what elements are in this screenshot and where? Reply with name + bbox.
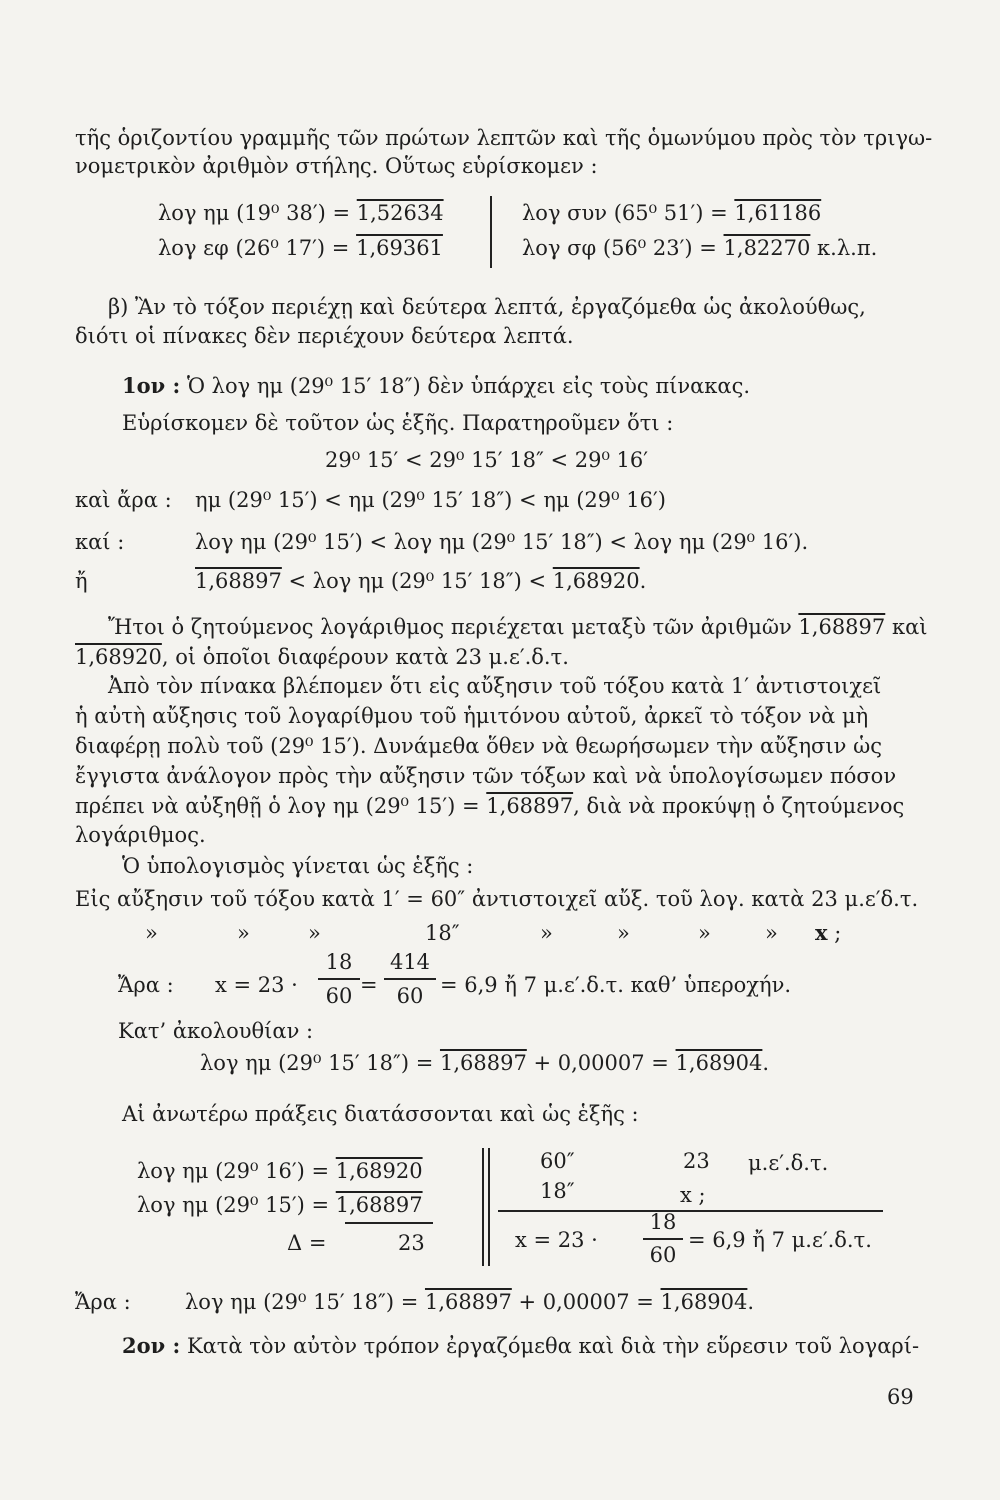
para2-line-1: Ἀπὸ τὸν πίνακα βλέπομεν ὅτι εἰς αὔξησιν τοῦ τόξου κατὰ 1′ ἀντιστοιχεῖ — [108, 674, 882, 698]
arr-units: μ.ε′.δ.τ. — [748, 1151, 829, 1175]
calc-intro: Ὁ ὑπολογισμὸς γίνεται ὡς ἑξῆς : — [122, 854, 474, 878]
para2-line-6: λογάριθμος. — [75, 823, 206, 847]
delta-value: 23 — [398, 1231, 425, 1255]
ditto-5: » — [617, 921, 630, 945]
ara-x-eq: x = 23 · — [215, 973, 298, 997]
kai-expr: λογ ημ (29⁰ 15′) < λογ ημ (29⁰ 15′ 18″) < λογ ημ (29⁰ 16′). — [195, 530, 809, 554]
arrangement-divider-b — [488, 1148, 490, 1266]
ditto-1: » — [145, 921, 158, 945]
para2-line-4: ἔγγιστα ἀνάλογον πρὸς τὴν αὔξησιν τῶν τόξων καὶ νὰ ὑπολογίσωμεν πόσον — [75, 764, 897, 788]
intro-line-1: τῆς ὁριζοντίου γραμμῆς τῶν πρώτων λεπτῶν καὶ τῆς ὁμωνύμου πρὸς τὸν τριγω- — [75, 126, 933, 150]
arr-x-eq: x = 23 · — [515, 1228, 598, 1252]
case2-heading: 2ον : Κατὰ τὸν αὐτὸν τρόπον ἐργαζόμεθα καὶ διὰ τὴν εὕρεσιν τοῦ λογαρί- — [122, 1333, 920, 1358]
arrangement-rule — [498, 1210, 883, 1212]
fraction-1-numerator: 18 — [325, 950, 353, 974]
case1-inequality: 29⁰ 15′ < 29⁰ 15′ 18″ < 29⁰ 16′ — [325, 448, 649, 472]
arr-18-seconds: 18″ — [540, 1179, 575, 1203]
para1-line-1: Ἤτοι ὁ ζητούμενος λογάριθμος περιέχεται μεταξὺ τῶν ἀριθμῶν 1,68897 καὶ — [108, 615, 928, 639]
case1-heading: 1ον : Ὁ λογ ημ (29⁰ 15′ 18″) δὲν ὑπάρχει εἰς τοὺς πίνακας. — [122, 373, 751, 398]
kai-ara-label: καὶ ἄρα : — [75, 488, 172, 512]
arr-23: 23 — [683, 1149, 710, 1173]
calc-final: λογ ημ (29⁰ 15′ 18″) = 1,68897 + 0,00007 = 1,68904. — [200, 1051, 770, 1075]
case1-line-2: Εὑρίσκομεν δὲ τοῦτον ὡς ἑξῆς. Παρατηροῦμεν ὅτι : — [122, 411, 674, 435]
page-number: 69 — [887, 1385, 914, 1409]
arrangement-intro: Αἱ ἀνωτέρω πράξεις διατάσσονται καὶ ὡς ἑξῆς : — [122, 1102, 639, 1126]
equals-sign: = — [360, 973, 378, 997]
para2-line-2: ἡ αὐτὴ αὔξησις τοῦ λογαρίθμου τοῦ ἡμιτόνου αὐτοῦ, ἀρκεῖ τὸ τόξον νὰ μὴ — [75, 704, 869, 728]
ditto-2: » — [237, 921, 250, 945]
subtraction-line — [345, 1222, 433, 1224]
arr-row-1: λογ ημ (29⁰ 16′) = 1,68920 — [137, 1159, 423, 1183]
fraction-1-bar — [318, 978, 360, 980]
para1-line-2: 1,68920, οἱ ὁποῖοι διαφέρουν κατὰ 23 μ.ε′.δ.τ. — [75, 645, 569, 669]
beta-line-2: διότι οἱ πίνακες δὲν περιέχουν δεύτερα λεπτά. — [75, 324, 574, 348]
seconds-18: 18″ — [425, 921, 460, 945]
arr-row-2: λογ ημ (29⁰ 15′) = 1,68897 — [137, 1193, 423, 1217]
delta-label: Δ = — [287, 1231, 327, 1255]
kat-akolouthian-label: Κατ’ ἀκολουθίαν : — [118, 1019, 314, 1043]
kai-ara-expr: ημ (29⁰ 15′) < ημ (29⁰ 15′ 18″) < ημ (29⁰ 16′) — [195, 488, 666, 512]
fraction-1-denominator: 60 — [325, 984, 353, 1008]
arr-fraction-denominator: 60 — [649, 1243, 677, 1267]
ditto-4: » — [540, 921, 553, 945]
example-left-2: λογ εφ (26⁰ 17′) = 1,69361 — [158, 236, 443, 260]
ditto-3: » — [308, 921, 321, 945]
arr-fraction-numerator: 18 — [649, 1210, 677, 1234]
examples-divider — [490, 196, 492, 268]
example-right-1: λογ συν (65⁰ 51′) = 1,61186 — [522, 201, 822, 225]
arr-60-seconds: 60″ — [540, 1149, 575, 1173]
final-expr: λογ ημ (29⁰ 15′ 18″) = 1,68897 + 0,00007 = 1,68904. — [185, 1290, 755, 1314]
arr-fraction-bar — [643, 1238, 683, 1240]
example-left-1: λογ ημ (19⁰ 38′) = 1,52634 — [158, 201, 444, 225]
ditto-7: » — [765, 921, 778, 945]
ara-label: Ἄρα : — [118, 973, 174, 997]
intro-line-2: νομετρικὸν ἀριθμὸν στήλης. Οὕτως εὑρίσκομεν : — [75, 154, 598, 178]
unknown-x: x ; — [815, 920, 842, 945]
calc-line-1: Εἰς αὔξησιν τοῦ τόξου κατὰ 1′ = 60″ ἀντιστοιχεῖ αὔξ. τοῦ λογ. κατὰ 23 μ.ε′δ.τ. — [75, 887, 919, 911]
example-right-2: λογ σφ (56⁰ 23′) = 1,82270 κ.λ.π. — [522, 236, 878, 260]
i-expr: 1,68897 < λογ ημ (29⁰ 15′ 18″) < 1,68920. — [195, 569, 647, 593]
ara-result: = 6,9 ἤ 7 μ.ε′.δ.τ. καθ’ ὑπεροχήν. — [440, 973, 792, 997]
fraction-2-numerator: 414 — [389, 950, 431, 974]
beta-line-1: β) Ἂν τὸ τόξον περιέχῃ καὶ δεύτερα λεπτά, ἐργαζόμεθα ὡς ἀκολούθως, — [108, 295, 866, 319]
final-label: Ἄρα : — [75, 1290, 131, 1314]
ditto-6: » — [698, 921, 711, 945]
kai-label: καί : — [75, 530, 125, 554]
fraction-2-denominator: 60 — [396, 984, 424, 1008]
arr-result: = 6,9 ἤ 7 μ.ε′.δ.τ. — [688, 1228, 872, 1252]
i-label: ἤ — [75, 569, 88, 593]
para2-line-5: πρέπει νὰ αὐξηθῇ ὁ λογ ημ (29⁰ 15′) = 1,68897, διὰ νὰ προκύψῃ ὁ ζητούμενος — [75, 794, 905, 818]
fraction-2-bar — [384, 978, 436, 980]
arrangement-divider-a — [482, 1148, 484, 1266]
arr-x: x ; — [680, 1183, 706, 1207]
para2-line-3: διαφέρῃ πολὺ τοῦ (29⁰ 15′). Δυνάμεθα ὅθεν νὰ θεωρήσωμεν τὴν αὔξησιν ὡς — [75, 734, 882, 758]
